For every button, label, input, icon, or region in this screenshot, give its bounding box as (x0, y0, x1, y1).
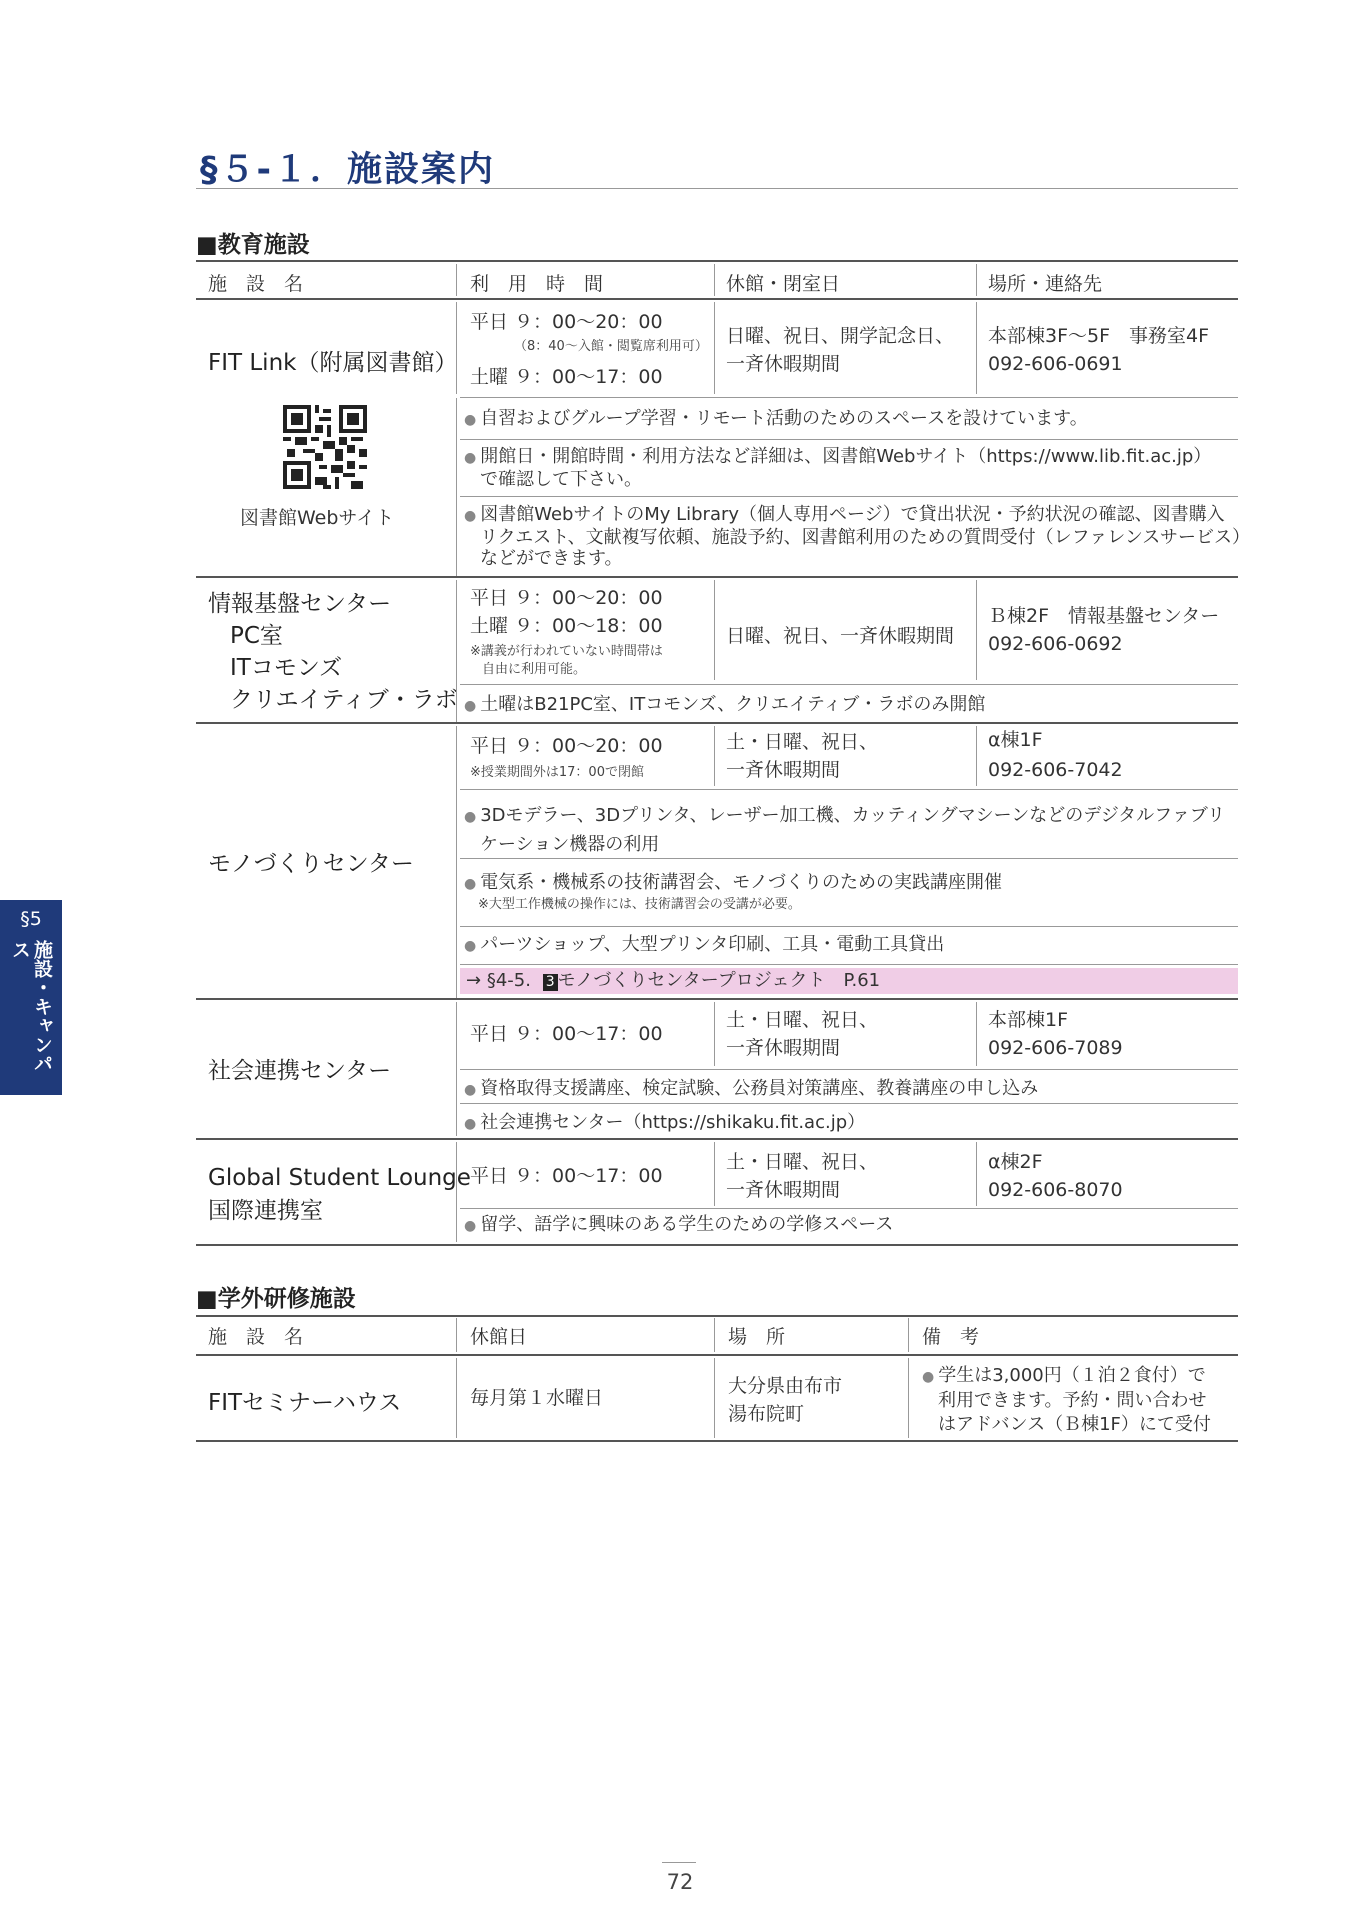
facility-name-mono-center: モノづくりセンター (208, 851, 414, 877)
table-top-rule (196, 260, 1238, 262)
facility-name-info-center: 情報基盤センター PC室 ITコモンズ クリエイティブ・ラボ (208, 591, 458, 713)
ext-header-facility-name: 施 設 名 (208, 1326, 304, 1348)
facility-name-global: Global Student Lounge 国際連携室 (208, 1165, 471, 1224)
row-separator (196, 1138, 1238, 1140)
seminar-notes: ● 学生は3,000円（１泊２食付）で 利用できます。予約・問い合わせ はアドバンス（Ｂ棟1F）にて受付 (922, 1365, 1211, 1435)
fitlink-note-1: ● 自習およびグループ学習・リモート活動のためのスペースを設けています。 (464, 408, 1088, 429)
fitlink-location: 本部棟3F〜5F 事務室4F (988, 325, 1210, 347)
global-note-1: ● 留学、語学に興味のある学生のための学修スペース (464, 1214, 894, 1235)
info-hours-saturday: 土曜 ９：00〜18：00 (470, 615, 663, 637)
mono-location: α棟1F (988, 729, 1043, 751)
info-closed: 日曜、祝日、一斉休暇期間 (726, 625, 955, 647)
facility-name-seminar-house: FITセミナーハウス (208, 1390, 402, 1416)
mono-hours-note: ※授業期間外は17：00で閉館 (470, 765, 644, 780)
side-tab[interactable] (0, 900, 62, 1095)
row-separator (196, 998, 1238, 1000)
row-separator (196, 576, 1238, 578)
table-top-rule (196, 1315, 1238, 1317)
mono-closed-line1: 土・日曜、祝日、 (726, 731, 879, 753)
ext-header-closed: 休館日 (470, 1326, 528, 1348)
table-bottom-rule (196, 1244, 1238, 1246)
fitlink-hours-saturday: 土曜 ９：00〜17：00 (470, 366, 663, 388)
fitlink-note-2: ● 開館日・開館時間・利用方法など詳細は、図書館Webサイト（https://www.lib.fit.ac.jp） で確認して下さい。 (464, 446, 1212, 490)
fitlink-closed-line2: 一斉休暇期間 (726, 353, 841, 375)
info-hours-weekday: 平日 ９：00〜20：00 (470, 587, 663, 609)
header-closed-days: 休館・閉室日 (726, 273, 841, 295)
title-underline (196, 188, 1238, 189)
arrow-right-icon: → (466, 970, 482, 991)
facility-name-fitlink: FIT Link（附属図書館） (208, 350, 458, 376)
fitlink-hours-note: （8：40〜入館・閲覧席利用可） (514, 339, 708, 354)
mono-note-3: ● パーツショップ、大型プリンタ印刷、工具・電動工具貸出 (464, 934, 945, 955)
mono-closed-line2: 一斉休暇期間 (726, 759, 841, 781)
qr-code-icon[interactable] (283, 405, 367, 489)
side-tab-number: §5 (20, 908, 42, 930)
shakai-closed-line1: 土・日曜、祝日、 (726, 1009, 879, 1031)
shakai-note-1: ● 資格取得支援講座、検定試験、公務員対策講座、教養講座の申し込み (464, 1078, 1039, 1099)
header-rule (196, 298, 1238, 300)
mono-note-2: ● 電気系・機械系の技術講習会、モノづくりのための実践講座開催 (464, 872, 1003, 893)
global-closed-line1: 土・日曜、祝日、 (726, 1151, 879, 1173)
ext-header-notes: 備 考 (922, 1326, 980, 1348)
shakai-phone: 092-606-7089 (988, 1037, 1123, 1059)
number-badge: 3 (543, 974, 558, 991)
global-location: α棟2F (988, 1151, 1043, 1173)
seminar-place-line1: 大分県由布市 (728, 1375, 843, 1397)
global-hours: 平日 ９：00〜17：00 (470, 1165, 663, 1187)
fitlink-phone: 092-606-0691 (988, 353, 1123, 375)
mono-phone: 092-606-7042 (988, 759, 1123, 781)
fitlink-note-3: ● 図書館WebサイトのMy Library（個人専用ページ）で貸出状況・予約状況の確認、図書購入 リクエスト、文献複写依頼、施設予約、図書館利用のための質問受付（レファレンスサービス） などができます。 (464, 504, 1250, 569)
qr-code-label: 図書館Webサイト (240, 507, 395, 529)
global-phone: 092-606-8070 (988, 1179, 1123, 1201)
shakai-note-2[interactable]: ● 社会連携センター（https://shikaku.fit.ac.jp） (464, 1112, 866, 1133)
table-bottom-rule (196, 1440, 1238, 1442)
fitlink-hours-weekday: 平日 ９：00〜20：00 (470, 311, 663, 333)
info-hours-note: ※講義が行われていない時間帯は 自由に利用可能。 (470, 644, 663, 677)
side-tab-label: 施設・キャンパス (9, 940, 53, 1073)
info-phone: 092-606-0692 (988, 633, 1123, 655)
info-location: Ｂ棟2F 情報基盤センター (988, 605, 1220, 627)
facility-name-shakai: 社会連携センター (208, 1058, 392, 1084)
page-number: 72 (666, 1870, 694, 1894)
shakai-closed-line2: 一斉休暇期間 (726, 1037, 841, 1059)
seminar-place-line2: 湯布院町 (728, 1403, 805, 1425)
section-heading-education: ■教育施設 (196, 232, 310, 258)
section-heading-external: ■学外研修施設 (196, 1286, 356, 1312)
global-closed-line2: 一斉休暇期間 (726, 1179, 841, 1201)
mono-project-link[interactable]: → §4-5. 3 モノづくりセンタープロジェクト P.61 (466, 970, 881, 991)
mono-note-1: ● 3Dモデラー、3Dプリンタ、レーザー加工機、カッティングマシーンなどのデジタルファブリ ケーション機器の利用 (464, 805, 1226, 855)
header-rule (196, 1354, 1238, 1356)
page-title: §５-１．施設案内 (200, 150, 496, 190)
info-note-1: ● 土曜はB21PC室、ITコモンズ、クリエイティブ・ラボのみ開館 (464, 694, 986, 715)
shakai-location: 本部棟1F (988, 1009, 1069, 1031)
row-separator (196, 722, 1238, 724)
fitlink-closed-line1: 日曜、祝日、開学記念日、 (726, 325, 955, 347)
header-facility-name: 施 設 名 (208, 273, 304, 295)
header-location: 場所・連絡先 (988, 273, 1103, 295)
shakai-hours: 平日 ９：00〜17：00 (470, 1023, 663, 1045)
page-number-rule (662, 1862, 696, 1863)
mono-note-2-small: ※大型工作機械の操作には、技術講習会の受講が必要。 (478, 897, 801, 912)
seminar-closed: 毎月第１水曜日 (470, 1387, 604, 1409)
header-hours: 利 用 時 間 (470, 273, 604, 295)
mono-hours-weekday: 平日 ９：00〜20：00 (470, 735, 663, 757)
ext-header-place: 場 所 (728, 1326, 786, 1348)
